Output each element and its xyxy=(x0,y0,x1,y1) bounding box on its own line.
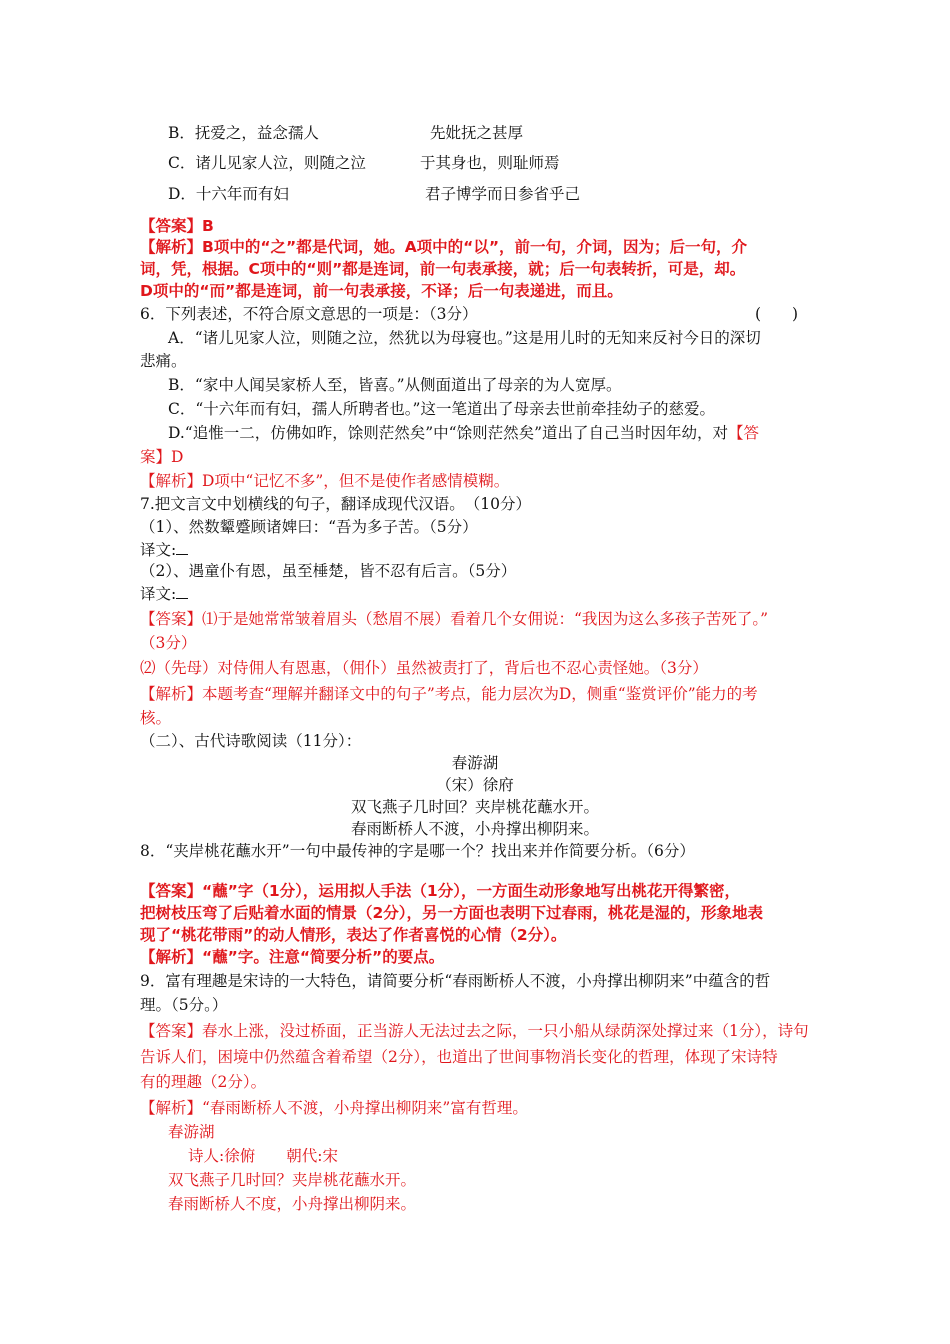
q6-answer: 案】D xyxy=(140,448,184,466)
poem-line-1: 双飞燕子几时回？夹岸桃花蘸水开。 xyxy=(350,798,599,816)
poem-author: （宋）徐府 xyxy=(436,776,514,794)
q5-option-b-left: B．抚爱之，益念孺人 xyxy=(168,124,319,142)
q5-option-d-left: D．十六年而有妇 xyxy=(168,185,289,203)
q7-answer-line-2: ⑵（先母）对侍佣人有恩惠，（佣仆）虽然被责打了，背后也不忍心责怪她。（3分） xyxy=(140,659,708,677)
q5-option-c-right: 于其身也，则耻师焉 xyxy=(420,154,560,172)
q7-translation-1 xyxy=(140,539,188,561)
q5-option-b-right: 先妣抚之甚厚 xyxy=(430,124,524,142)
q7-sentence-2: （2）、遇童仆有恩，虽至棰楚，皆不忍有后言。（5分） xyxy=(140,562,517,580)
q9-answer-line-1: 【答案】春水上涨，没过桥面，正当游人无法过去之际，一只小船从绿荫深处撑过来（1分），诗句 xyxy=(140,1022,809,1040)
q5-answer: 【答案】B xyxy=(140,217,214,235)
q6-option-c: C．“十六年而有妇，孺人所聘者也。”这一笔道出了母亲去世前牵挂幼子的慈爱。 xyxy=(168,400,715,418)
q8-analysis: 【解析】“蘸”字。注意“简要分析”的要点。 xyxy=(140,948,445,966)
q6-option-b: B．“家中人闻吴家桥人至，皆喜。”从侧面道出了母亲的为人宽厚。 xyxy=(168,376,622,394)
q7-analysis-line-2: 核。 xyxy=(140,709,172,727)
q7-stem: 7.把文言文中划横线的句子，翻译成现代汉语。 （10分） xyxy=(140,495,532,513)
q9-poem-line-2: 春雨断桥人不度，小舟撑出柳阴来。 xyxy=(168,1195,417,1213)
q6-option-a-line-2: 悲痛。 xyxy=(140,352,187,370)
q8-stem: 8．“夹岸桃花蘸水开”一句中最传神的字是哪一个？找出来并作简要分析。（6分） xyxy=(140,842,695,860)
q9-answer-line-3: 有的理趣（2分）。 xyxy=(140,1073,267,1091)
q9-poem-line-1: 双飞燕子几时回？夹岸桃花蘸水开。 xyxy=(168,1171,417,1189)
q7-answer-line-1: 【答案】⑴于是她常常皱着眉头（愁眉不展）看着几个女佣说：“我因为这么多孩子苦死了。” xyxy=(140,610,769,628)
q7-translation-1-label: 译文: xyxy=(140,541,177,559)
q7-translation-2-label: 译文: xyxy=(140,585,177,603)
poem-line-2: 春雨断桥人不渡，小舟撑出柳阴来。 xyxy=(350,820,599,838)
q6-answer-paren: ( ) xyxy=(755,305,799,323)
q9-analysis: 【解析】“春雨断桥人不渡，小舟撑出柳阴来”富有哲理。 xyxy=(140,1099,528,1117)
q9-stem-line-1: 9．富有理趣是宋诗的一大特色，请简要分析“春雨断桥人不渡，小舟撑出柳阴来”中蕴含的哲 xyxy=(140,972,771,990)
q6-stem: 6．下列表述，不符合原文意思的一项是：（3分） xyxy=(140,305,478,323)
poem-title: 春游湖 xyxy=(451,754,499,772)
q6-analysis: 【解析】D项中“记忆不多”，但不是使作者感情模糊。 xyxy=(140,472,510,490)
q8-answer-line-1: 【答案】“蘸”字（1分），运用拟人手法（1分），一方面生动形象地写出桃花开得繁密， xyxy=(140,882,740,900)
q9-poem-meta: 诗人:徐俯 朝代:宋 xyxy=(188,1147,338,1165)
q9-answer-line-2: 告诉人们，困境中仍然蕴含着希望（2分），也道出了世间事物消长变化的哲理，体现了宋诗特 xyxy=(140,1048,778,1066)
q8-answer-line-2: 把树枝压弯了后贴着水面的情景（2分），另一方面也表明下过春雨，桃花是湿的，形象地表 xyxy=(140,904,764,922)
q5-analysis-line-2: 词，凭，根据。C项中的“则”都是连词，前一句表承接，就；后一句表转折，可是，却。 xyxy=(140,260,746,278)
q9-stem-line-2: 理。（5分。） xyxy=(140,996,228,1014)
q7-sentence-1: （1）、然数颦蹙顾诸婢曰：“吾为多子苦。（5分） xyxy=(140,518,478,536)
q7-translation-2 xyxy=(140,583,188,605)
q7-analysis-line-1: 【解析】本题考查“理解并翻译文中的句子”考点，能力层次为D，侧重“鉴赏评价”能力的考 xyxy=(140,685,758,703)
q5-option-d-right: 君子博学而日参省乎己 xyxy=(425,185,581,203)
q7-answer-line-1b: （3分） xyxy=(140,634,197,652)
q9-poem-title: 春游湖 xyxy=(168,1123,215,1141)
q8-answer-line-3: 现了“桃花带雨”的动人情形，表达了作者喜悦的心情（2分）。 xyxy=(140,926,567,944)
q6-option-d xyxy=(168,422,759,444)
q6-option-d-text: D.“追惟一二，仿佛如昨，馀则茫然矣”中“馀则茫然矣”道出了自己当时因年幼，对 xyxy=(168,424,729,442)
q7-translation-1-blank[interactable] xyxy=(176,540,188,555)
q5-option-c-left: C．诸儿见家人泣，则随之泣 xyxy=(168,154,366,172)
q7-translation-2-blank[interactable] xyxy=(176,584,188,599)
poem-section-heading: （二）、古代诗歌阅读（11分）： xyxy=(140,732,362,750)
q5-analysis-line-3: D项中的“而”都是连词，前一句表承接，不译；后一句表递进，而且。 xyxy=(140,282,623,300)
q6-option-a-line-1: A．“诸儿见家人泣，则随之泣，然犹以为母寝也。”这是用儿时的无知来反衬今日的深切 xyxy=(168,329,761,347)
q5-analysis-line-1: 【解析】B项中的“之”都是代词，她。A项中的“以”，前一句，介词，因为；后一句，介 xyxy=(140,238,748,256)
q6-answer-start: 【答 xyxy=(728,424,760,442)
